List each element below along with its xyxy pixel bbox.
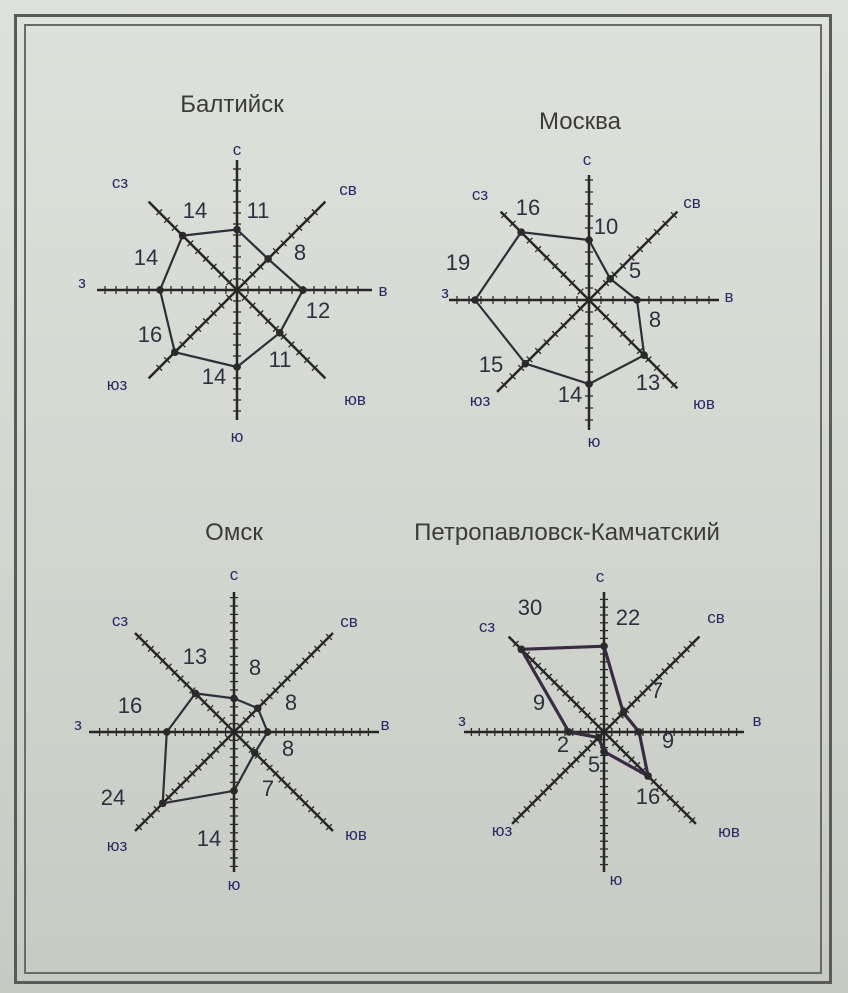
direction-label-e: в: [378, 281, 388, 300]
value-label-w: 16: [117, 693, 143, 718]
data-point-sw: [522, 360, 530, 368]
value-label-sw: 2: [556, 732, 570, 757]
value-label-nw: 13: [182, 644, 208, 669]
value-label-se: 11: [268, 347, 292, 372]
direction-label-w: з: [78, 273, 86, 292]
direction-label-se: юв: [693, 394, 715, 413]
data-point-ne: [254, 704, 262, 712]
axis-se: [589, 300, 677, 388]
data-point-sw: [595, 734, 603, 742]
direction-label-n: с: [229, 565, 239, 584]
value-label-ne: 8: [293, 240, 307, 265]
data-point-ne: [606, 275, 614, 283]
wind-rose-moskva: [441, 150, 733, 451]
value-label-sw: 15: [478, 352, 504, 377]
value-label-se: 7: [261, 776, 275, 801]
data-point-ne: [620, 709, 628, 717]
value-label-ne: 8: [284, 690, 298, 715]
value-label-s: 14: [201, 364, 227, 389]
value-label-s: 14: [557, 382, 583, 407]
direction-label-se: юв: [718, 822, 740, 841]
direction-label-w: з: [441, 283, 449, 302]
value-label-n: 11: [246, 198, 270, 223]
data-point-sw: [159, 799, 167, 807]
data-point-s: [585, 380, 593, 388]
direction-label-s: ю: [230, 427, 244, 446]
direction-label-nw: сз: [111, 611, 129, 630]
title-moskva: Москва: [539, 108, 621, 135]
axis-sw: [135, 732, 234, 831]
title-baltiysk: Балтийск: [180, 91, 284, 118]
axis-ne: [234, 633, 333, 732]
direction-label-se: юв: [344, 390, 366, 409]
direction-label-w: з: [458, 711, 466, 730]
value-label-nw: 30: [517, 595, 543, 620]
value-label-e: 8: [281, 736, 295, 761]
direction-label-ne: св: [340, 612, 358, 631]
data-point-sw: [171, 348, 179, 356]
direction-label-n: с: [582, 150, 592, 169]
direction-label-nw: сз: [478, 617, 496, 636]
value-label-se: 16: [635, 784, 661, 809]
value-label-nw: 14: [182, 198, 208, 223]
data-point-se: [644, 772, 652, 780]
data-point-e: [264, 728, 272, 736]
direction-label-e: в: [752, 711, 762, 730]
value-label-e: 12: [305, 298, 331, 323]
direction-label-sw: юз: [106, 375, 128, 394]
direction-label-s: ю: [609, 870, 623, 889]
title-omsk: Омск: [205, 519, 263, 546]
value-label-w: 14: [133, 245, 159, 270]
data-point-nw: [179, 232, 187, 240]
data-point-nw: [192, 690, 200, 698]
value-label-n: 10: [593, 214, 619, 239]
direction-label-s: ю: [587, 432, 601, 451]
direction-label-e: в: [380, 715, 390, 734]
direction-label-nw: сз: [471, 185, 489, 204]
data-point-s: [600, 748, 608, 756]
data-point-s: [233, 363, 241, 371]
data-point-w: [471, 296, 479, 304]
data-point-se: [251, 749, 259, 757]
value-label-n: 22: [615, 605, 641, 630]
direction-label-s: ю: [227, 875, 241, 894]
data-point-w: [163, 728, 171, 736]
data-point-e: [635, 728, 643, 736]
direction-label-ne: св: [339, 180, 357, 199]
data-point-n: [230, 695, 238, 703]
title-petropavlovsk: Петропавловск-Камчатский: [414, 519, 720, 546]
direction-label-w: з: [74, 715, 82, 734]
data-point-e: [299, 286, 307, 294]
value-label-s: 5: [587, 752, 601, 777]
direction-label-sw: юз: [469, 391, 491, 410]
data-point-w: [156, 286, 164, 294]
data-point-nw: [517, 645, 525, 653]
value-label-sw: 24: [100, 785, 126, 810]
direction-label-ne: св: [707, 608, 725, 627]
value-label-ne: 7: [650, 678, 664, 703]
value-label-s: 14: [196, 826, 222, 851]
direction-label-n: с: [595, 567, 605, 586]
direction-label-se: юв: [345, 825, 367, 844]
axis-nw: [501, 212, 589, 300]
data-point-s: [230, 787, 238, 795]
value-label-nw: 16: [515, 195, 541, 220]
data-point-n: [600, 642, 608, 650]
value-label-w: 9: [532, 690, 546, 715]
data-point-e: [633, 296, 641, 304]
direction-label-sw: юз: [491, 821, 513, 840]
value-label-ne: 5: [628, 258, 642, 283]
data-point-se: [276, 329, 284, 337]
data-point-ne: [264, 255, 272, 263]
value-label-e: 8: [648, 307, 662, 332]
wind-rose-petropavlovsk: [458, 567, 761, 889]
value-label-se: 13: [635, 370, 661, 395]
data-point-n: [233, 226, 241, 234]
value-label-w: 19: [445, 250, 471, 275]
wind-rose-baltiysk: [78, 140, 387, 446]
value-label-e: 9: [661, 728, 675, 753]
direction-label-n: с: [232, 140, 242, 159]
value-label-sw: 16: [137, 322, 163, 347]
direction-label-e: в: [724, 287, 734, 306]
data-point-se: [640, 351, 648, 359]
direction-label-nw: сз: [111, 173, 129, 192]
data-point-n: [585, 236, 593, 244]
value-label-n: 8: [248, 655, 262, 680]
data-point-nw: [517, 228, 525, 236]
direction-label-ne: св: [683, 193, 701, 212]
wind-rose-omsk: [74, 565, 389, 894]
direction-label-sw: юз: [106, 836, 128, 855]
